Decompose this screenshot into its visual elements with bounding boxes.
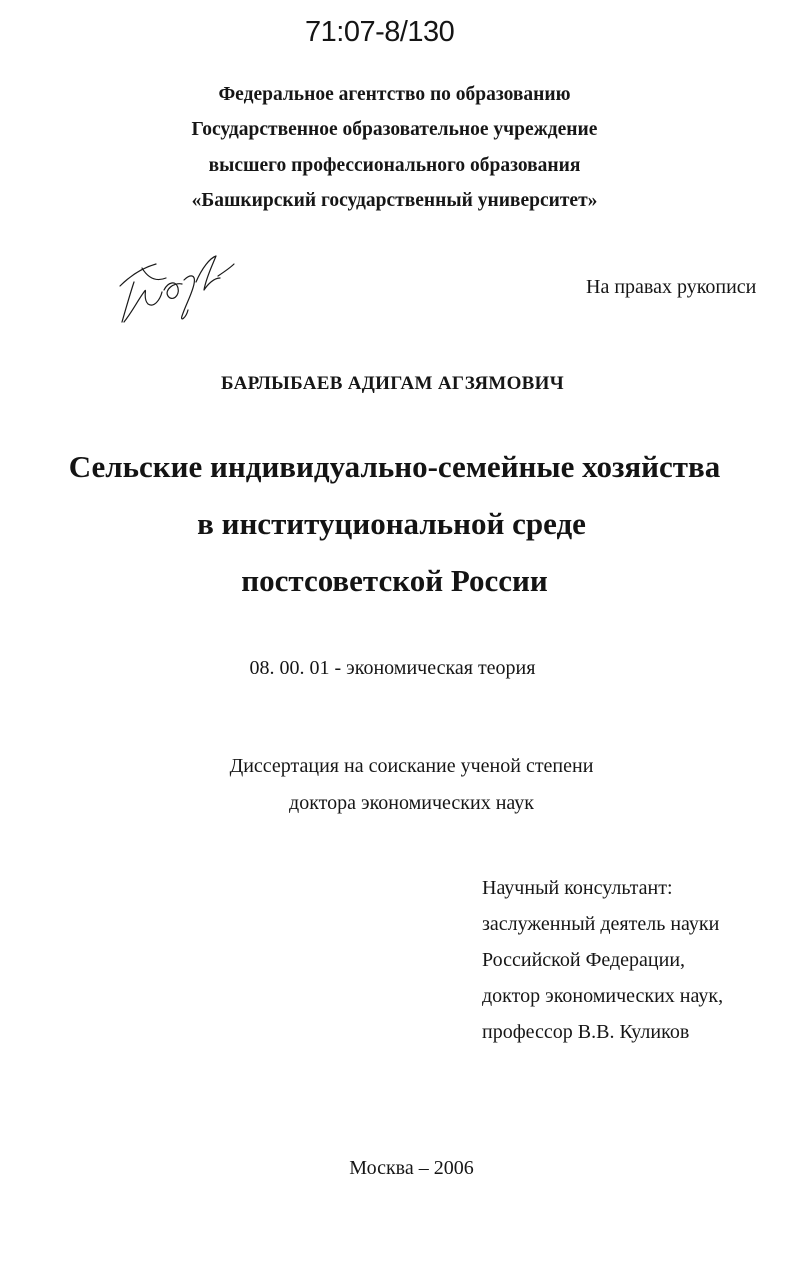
- specialty-code: 08. 00. 01 - экономическая теория: [249, 657, 536, 679]
- dissertation-title-line-3: постсоветской России: [241, 563, 548, 598]
- organization-line-3: высшего профессионального образования: [208, 155, 581, 176]
- consultant-line-1: заслуженный деятель науки: [482, 913, 720, 935]
- degree-line-1: Диссертация на соискание ученой степени: [229, 755, 594, 777]
- organization-line-4: «Башкирский государственный университет»: [191, 190, 598, 211]
- organization-line-2: Государственное образовательное учреждение: [191, 119, 598, 140]
- city-year: Москва – 2006: [349, 1157, 474, 1179]
- dissertation-title-line-2: в институциональной среде: [197, 506, 586, 541]
- consultant-line-4: профессор В.В. Куликов: [482, 1021, 690, 1043]
- consultant-line-2: Российской Федерации,: [482, 949, 686, 971]
- catalog-code: 71:07-8/130: [305, 16, 455, 48]
- consultant-heading: Научный консультант:: [482, 877, 673, 899]
- author-name: БАРЛЫБАЕВ АДИГАМ АГЗЯМОВИЧ: [221, 373, 564, 394]
- organization-line-1: Федеральное агентство по образованию: [218, 84, 571, 105]
- degree-line-2: доктора экономических наук: [289, 792, 534, 814]
- dissertation-title-line-1: Сельские индивидуально-семейные хозяйства: [68, 449, 721, 484]
- consultant-line-3: доктор экономических наук,: [482, 985, 724, 1007]
- manuscript-note: На правах рукописи: [586, 276, 757, 298]
- handwritten-signature: [112, 238, 252, 338]
